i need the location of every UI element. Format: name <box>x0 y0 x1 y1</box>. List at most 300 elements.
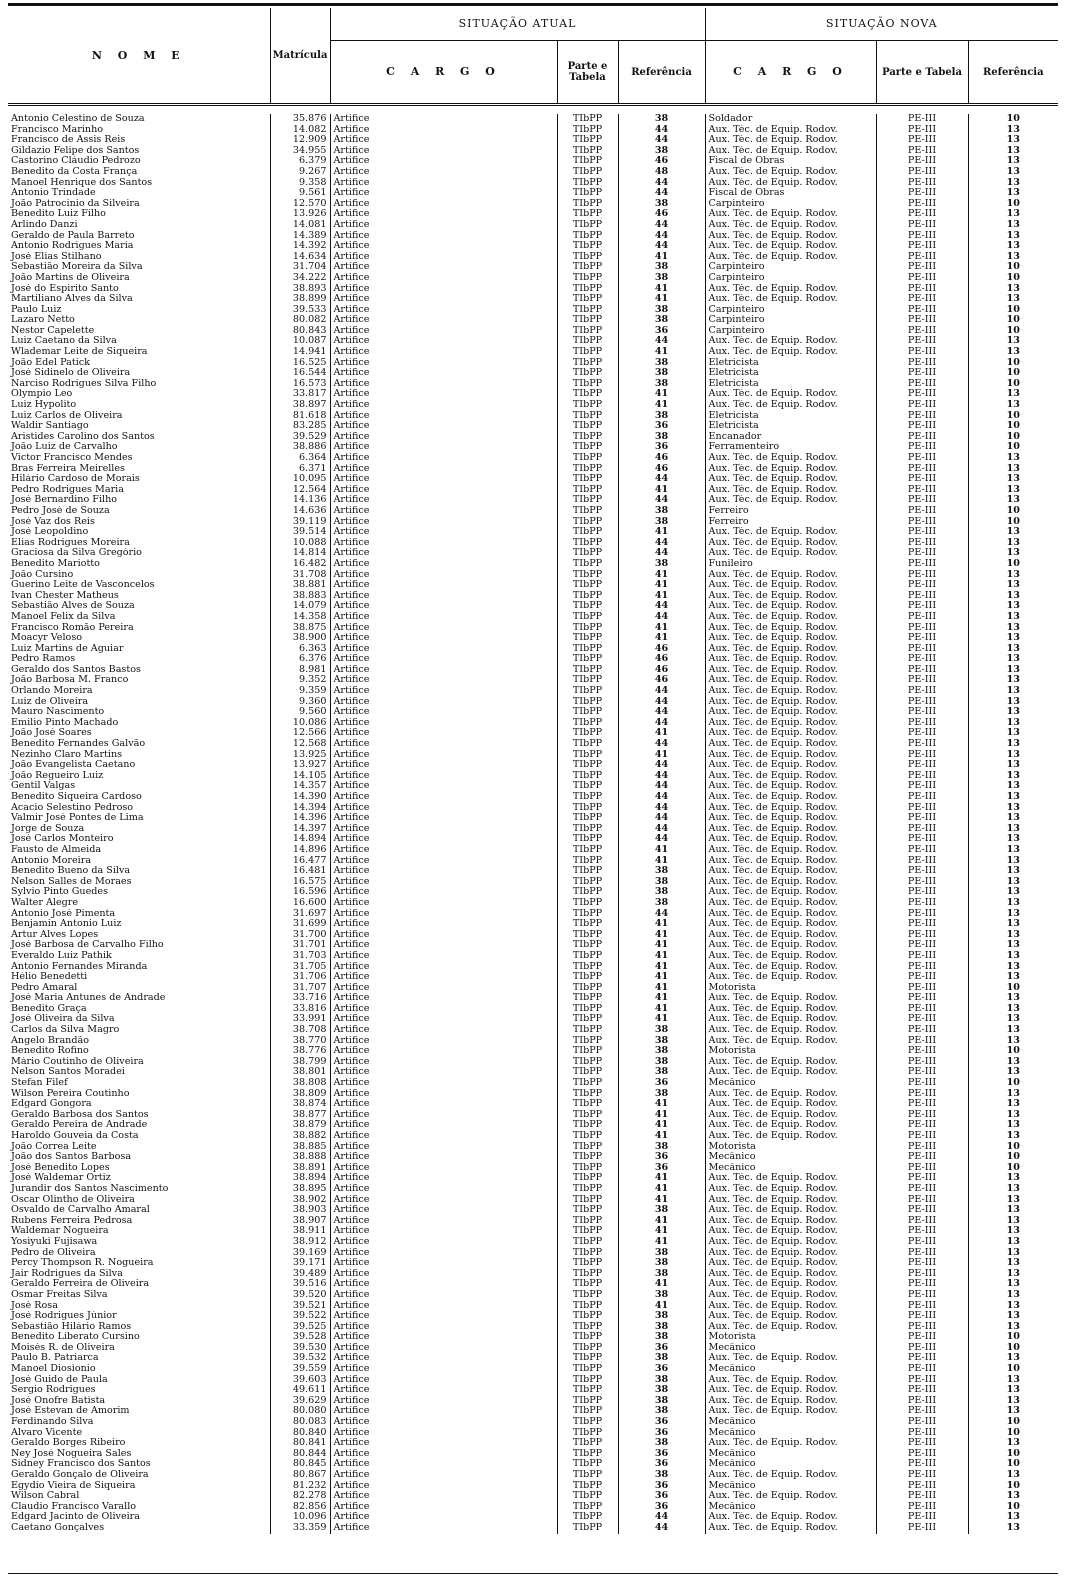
parte-tabela-atual-cell: TIbPP <box>557 718 618 729</box>
table-row <box>8 1364 1058 1375</box>
cargo-atual-cell: Artifice <box>330 1258 557 1269</box>
cargo-atual-cell: Artifice <box>330 760 557 771</box>
parte-tabela-nova-cell: PE-III <box>876 209 968 220</box>
matricula-cell: 31.703 <box>270 951 330 962</box>
referencia-atual-cell: 38 <box>618 1353 705 1364</box>
referencia-nova-cell: 13 <box>968 813 1058 824</box>
matricula-cell: 14.634 <box>270 252 330 263</box>
nome-cell: Arlindo Danzi <box>11 219 78 230</box>
cargo-atual-cell: Artifice <box>330 167 557 178</box>
nome-cell: Graciosa da Silva Gregório <box>11 548 142 559</box>
referencia-nova-cell: 13 <box>968 940 1058 951</box>
referencia-nova-cell: 13 <box>968 623 1058 634</box>
table-row <box>8 750 1058 761</box>
matricula-cell: 10.096 <box>270 1512 330 1523</box>
col-matricula-header: Matrícula <box>270 8 330 105</box>
referencia-atual-cell: 38 <box>618 1332 705 1343</box>
cargo-novo-cell: Aux. Téc. de Equip. Rodov. <box>705 548 876 559</box>
table-row <box>8 326 1058 337</box>
matricula-cell: 35.876 <box>270 114 330 125</box>
cargo-atual-cell: Artifice <box>330 559 557 570</box>
referencia-atual-cell: 38 <box>618 877 705 888</box>
referencia-nova-cell: 13 <box>968 1523 1058 1534</box>
referencia-atual-cell: 38 <box>618 1396 705 1407</box>
parte-tabela-nova-cell: PE-III <box>876 517 968 528</box>
parte-tabela-atual-cell: TIbPP <box>557 464 618 475</box>
table-row <box>8 1470 1058 1481</box>
referencia-atual-cell: 48 <box>618 167 705 178</box>
cargo-novo-cell: Aux. Téc. de Equip. Rodov. <box>705 294 876 305</box>
parte-tabela-nova-cell: PE-III <box>876 1364 968 1375</box>
referencia-atual-cell: 38 <box>618 305 705 316</box>
cargo-atual-cell: Artifice <box>330 1311 557 1322</box>
cargo-atual-cell: Artifice <box>330 358 557 369</box>
matricula-cell: 14.636 <box>270 506 330 517</box>
cargo-atual-cell: Artifice <box>330 1163 557 1174</box>
matricula-cell: 14.390 <box>270 792 330 803</box>
parte-tabela-nova-cell: PE-III <box>876 1459 968 1470</box>
col-cargo-novo-header: C A R G O <box>705 41 876 105</box>
parte-tabela-nova-cell: PE-III <box>876 1449 968 1460</box>
referencia-atual-cell: 38 <box>618 1089 705 1100</box>
referencia-atual-cell: 38 <box>618 559 705 570</box>
cargo-atual-cell: Artifice <box>330 813 557 824</box>
cargo-atual-cell: Artifice <box>330 612 557 623</box>
cargo-atual-cell: Artifice <box>330 1417 557 1428</box>
cargo-novo-cell: Aux. Téc. de Equip. Rodov. <box>705 1195 876 1206</box>
parte-tabela-nova-cell: PE-III <box>876 962 968 973</box>
nome-cell: José Rodrigues Júnior <box>11 1311 117 1322</box>
parte-tabela-atual-cell: TIbPP <box>557 1226 618 1237</box>
parte-tabela-nova-cell: PE-III <box>876 1491 968 1502</box>
nome-cell: Sergio Rodrigues <box>11 1385 96 1396</box>
nome-cell: Manoel Henrique dos Santos <box>11 177 153 188</box>
referencia-atual-cell: 38 <box>618 358 705 369</box>
cargo-atual-cell: Artifice <box>330 665 557 676</box>
cargo-novo-cell: Aux. Téc. de Equip. Rodov. <box>705 898 876 909</box>
cargo-novo-cell: Mecânico <box>705 1078 876 1089</box>
parte-tabela-nova-cell: PE-III <box>876 951 968 962</box>
matricula-cell: 31.707 <box>270 983 330 994</box>
cargo-novo-cell: Aux. Téc. de Equip. Rodov. <box>705 125 876 136</box>
matricula-cell: 39.528 <box>270 1332 330 1343</box>
referencia-atual-cell: 38 <box>618 146 705 157</box>
matricula-cell: 14.394 <box>270 803 330 814</box>
table-row <box>8 379 1058 390</box>
matricula-cell: 9.267 <box>270 167 330 178</box>
nome-cell: Acacio Selestino Pedroso <box>11 802 134 813</box>
table-body <box>8 114 1058 1534</box>
nome-cell: Benedito Luiz Filho <box>11 209 106 220</box>
nome-cell: João Regueiro Luiz <box>11 770 104 781</box>
matricula-cell: 38.801 <box>270 1067 330 1078</box>
referencia-nova-cell: 13 <box>968 1269 1058 1280</box>
parte-tabela-nova-cell: PE-III <box>876 1375 968 1386</box>
cargo-atual-cell: Artifice <box>330 241 557 252</box>
table-row <box>8 125 1058 136</box>
cargo-atual-cell: Artifice <box>330 284 557 295</box>
parte-tabela-atual-cell: TIbPP <box>557 1396 618 1407</box>
table-row <box>8 591 1058 602</box>
matricula-cell: 16.573 <box>270 379 330 390</box>
parte-tabela-atual-cell: TIbPP <box>557 495 618 506</box>
cargo-atual-cell: Artifice <box>330 453 557 464</box>
table-row <box>8 1279 1058 1290</box>
table-row <box>8 1173 1058 1184</box>
nome-cell: Percy Thompson R. Nogueira <box>11 1258 154 1269</box>
nome-cell: Geraldo dos Santos Bastos <box>11 664 141 675</box>
matricula-cell: 38.879 <box>270 1120 330 1131</box>
nome-cell: José Benedito Lopes <box>11 1162 110 1173</box>
referencia-atual-cell: 46 <box>618 464 705 475</box>
parte-tabela-atual-cell: TIbPP <box>557 898 618 909</box>
referencia-atual-cell: 36 <box>618 1364 705 1375</box>
cargo-novo-cell: Aux. Téc. de Equip. Rodov. <box>705 1322 876 1333</box>
cargo-novo-cell: Funileiro <box>705 559 876 570</box>
parte-tabela-atual-cell: TIbPP <box>557 188 618 199</box>
parte-tabela-atual-cell: TIbPP <box>557 411 618 422</box>
matricula-cell: 33.817 <box>270 389 330 400</box>
table-row <box>8 1110 1058 1121</box>
cargo-atual-cell: Artifice <box>330 231 557 242</box>
parte-tabela-atual-cell: TIbPP <box>557 527 618 538</box>
table-row <box>8 1237 1058 1248</box>
referencia-atual-cell: 44 <box>618 178 705 189</box>
matricula-cell: 14.392 <box>270 241 330 252</box>
referencia-atual-cell: 44 <box>618 538 705 549</box>
cargo-atual-cell: Artifice <box>330 1078 557 1089</box>
cargo-atual-cell: Artifice <box>330 856 557 867</box>
nome-cell: Luiz Hypolito <box>11 400 77 411</box>
nome-cell: Manoel Felix da Silva <box>11 611 116 622</box>
cargo-atual-cell: Artifice <box>330 887 557 898</box>
cargo-novo-cell: Carpinteiro <box>705 326 876 337</box>
parte-tabela-nova-cell: PE-III <box>876 538 968 549</box>
referencia-atual-cell: 44 <box>618 707 705 718</box>
referencia-atual-cell: 41 <box>618 919 705 930</box>
referencia-atual-cell: 44 <box>618 792 705 803</box>
parte-tabela-atual-cell: TIbPP <box>557 305 618 316</box>
parte-tabela-nova-cell: PE-III <box>876 326 968 337</box>
parte-tabela-atual-cell: TIbPP <box>557 1248 618 1259</box>
parte-tabela-nova-cell: PE-III <box>876 1406 968 1417</box>
referencia-nova-cell: 10 <box>968 305 1058 316</box>
cargo-novo-cell: Aux. Téc. de Equip. Rodov. <box>705 1067 876 1078</box>
parte-tabela-nova-cell: PE-III <box>876 199 968 210</box>
matricula-cell: 16.481 <box>270 866 330 877</box>
matricula-cell: 8.981 <box>270 665 330 676</box>
table-row <box>8 464 1058 475</box>
referencia-atual-cell: 46 <box>618 675 705 686</box>
matricula-cell: 38.899 <box>270 294 330 305</box>
referencia-atual-cell: 36 <box>618 442 705 453</box>
situacao-atual-header: SITUAÇÃO ATUAL <box>330 8 705 41</box>
table-row <box>8 1099 1058 1110</box>
cargo-novo-cell: Aux. Téc. de Equip. Rodov. <box>705 909 876 920</box>
matricula-cell: 31.708 <box>270 570 330 581</box>
table-row <box>8 1226 1058 1237</box>
parte-tabela-nova-cell: PE-III <box>876 432 968 443</box>
matricula-cell: 39.559 <box>270 1364 330 1375</box>
parte-tabela-nova-cell: PE-III <box>876 930 968 941</box>
parte-tabela-nova-cell: PE-III <box>876 453 968 464</box>
matricula-cell: 31.701 <box>270 940 330 951</box>
nome-cell: João Martins de Oliveira <box>11 272 130 283</box>
parte-tabela-nova-cell: PE-III <box>876 601 968 612</box>
cargo-atual-cell: Artifice <box>330 1089 557 1100</box>
nome-cell: Elias Rodrigues Moreira <box>11 537 130 548</box>
referencia-nova-cell: 13 <box>968 993 1058 1004</box>
parte-tabela-atual-cell: TIbPP <box>557 1301 618 1312</box>
referencia-atual-cell: 44 <box>618 781 705 792</box>
matricula-cell: 80.083 <box>270 1417 330 1428</box>
matricula-cell: 31.706 <box>270 972 330 983</box>
referencia-nova-cell: 13 <box>968 591 1058 602</box>
matricula-cell: 80.841 <box>270 1438 330 1449</box>
table-row <box>8 1216 1058 1227</box>
referencia-atual-cell: 44 <box>618 771 705 782</box>
parte-tabela-atual-cell: TIbPP <box>557 824 618 835</box>
referencia-atual-cell: 41 <box>618 750 705 761</box>
parte-tabela-atual-cell: TIbPP <box>557 379 618 390</box>
referencia-nova-cell: 13 <box>968 1438 1058 1449</box>
referencia-nova-cell: 13 <box>968 1290 1058 1301</box>
cargo-atual-cell: Artifice <box>330 707 557 718</box>
nome-cell: Edgard Gongora <box>11 1099 92 1110</box>
referencia-nova-cell: 13 <box>968 1470 1058 1481</box>
cargo-atual-cell: Artifice <box>330 368 557 379</box>
cargo-atual-cell: Artifice <box>330 1195 557 1206</box>
referencia-nova-cell: 10 <box>968 368 1058 379</box>
nome-cell: Olympio Leo <box>11 389 73 400</box>
referencia-atual-cell: 41 <box>618 485 705 496</box>
parte-tabela-atual-cell: TIbPP <box>557 887 618 898</box>
cargo-atual-cell: Artifice <box>330 1364 557 1375</box>
referencia-atual-cell: 38 <box>618 506 705 517</box>
table-row <box>8 1438 1058 1449</box>
cargo-atual-cell: Artifice <box>330 442 557 453</box>
nome-cell: Fausto de Almeida <box>11 844 102 855</box>
cargo-novo-cell: Aux. Téc. de Equip. Rodov. <box>705 1131 876 1142</box>
matricula-cell: 12.568 <box>270 739 330 750</box>
referencia-nova-cell: 13 <box>968 866 1058 877</box>
parte-tabela-atual-cell: TIbPP <box>557 548 618 559</box>
table-row <box>8 866 1058 877</box>
matricula-cell: 14.358 <box>270 612 330 623</box>
table-row <box>8 792 1058 803</box>
cargo-novo-cell: Eletricista <box>705 411 876 422</box>
referencia-nova-cell: 13 <box>968 485 1058 496</box>
matricula-cell: 9.359 <box>270 686 330 697</box>
cargo-novo-cell: Aux. Téc. de Equip. Rodov. <box>705 1004 876 1015</box>
nome-cell: Walter Alegre <box>11 897 79 908</box>
parte-tabela-atual-cell: TIbPP <box>557 284 618 295</box>
parte-tabela-nova-cell: PE-III <box>876 241 968 252</box>
referencia-atual-cell: 38 <box>618 1269 705 1280</box>
referencia-nova-cell: 13 <box>968 665 1058 676</box>
parte-tabela-atual-cell: TIbPP <box>557 1481 618 1492</box>
cargo-atual-cell: Artifice <box>330 1014 557 1025</box>
referencia-atual-cell: 44 <box>618 1523 705 1534</box>
parte-tabela-atual-cell: TIbPP <box>557 114 618 125</box>
cargo-novo-cell: Carpinteiro <box>705 315 876 326</box>
table-row <box>8 781 1058 792</box>
matricula-cell: 9.561 <box>270 188 330 199</box>
cargo-novo-cell: Aux. Téc. de Equip. Rodov. <box>705 1089 876 1100</box>
parte-tabela-atual-cell: TIbPP <box>557 707 618 718</box>
referencia-nova-cell: 10 <box>968 1163 1058 1174</box>
matricula-cell: 16.482 <box>270 559 330 570</box>
referencia-atual-cell: 41 <box>618 940 705 951</box>
matricula-cell: 38.885 <box>270 1142 330 1153</box>
matricula-cell: 39.629 <box>270 1396 330 1407</box>
referencia-nova-cell: 10 <box>968 432 1058 443</box>
referencia-atual-cell: 38 <box>618 1290 705 1301</box>
referencia-nova-cell: 13 <box>968 1067 1058 1078</box>
cargo-novo-cell: Aux. Téc. de Equip. Rodov. <box>705 1353 876 1364</box>
parte-tabela-nova-cell: PE-III <box>876 940 968 951</box>
table-row <box>8 856 1058 867</box>
cargo-atual-cell: Artifice <box>330 654 557 665</box>
col-parte-tabela-nova-header: Parte e Tabela <box>876 41 968 105</box>
nome-cell: Hilário Cardoso de Morais <box>11 474 140 485</box>
referencia-atual-cell: 41 <box>618 972 705 983</box>
nome-cell: José Vaz dos Reis <box>11 516 95 527</box>
parte-tabela-nova-cell: PE-III <box>876 1301 968 1312</box>
parte-tabela-nova-cell: PE-III <box>876 739 968 750</box>
parte-tabela-nova-cell: PE-III <box>876 665 968 676</box>
referencia-atual-cell: 36 <box>618 1417 705 1428</box>
parte-tabela-nova-cell: PE-III <box>876 750 968 761</box>
matricula-cell: 6.371 <box>270 464 330 475</box>
parte-tabela-atual-cell: TIbPP <box>557 1004 618 1015</box>
referencia-atual-cell: 41 <box>618 570 705 581</box>
referencia-atual-cell: 41 <box>618 633 705 644</box>
matricula-cell: 38.883 <box>270 591 330 602</box>
parte-tabela-nova-cell: PE-III <box>876 1417 968 1428</box>
referencia-atual-cell: 44 <box>618 1512 705 1523</box>
table-row <box>8 824 1058 835</box>
parte-tabela-atual-cell: TIbPP <box>557 1364 618 1375</box>
cargo-atual-cell: Artifice <box>330 580 557 591</box>
table-row <box>8 1396 1058 1407</box>
referencia-atual-cell: 38 <box>618 1248 705 1259</box>
table-row <box>8 199 1058 210</box>
cargo-atual-cell: Artifice <box>330 845 557 856</box>
cargo-novo-cell: Motorista <box>705 983 876 994</box>
parte-tabela-nova-cell: PE-III <box>876 1438 968 1449</box>
cargo-atual-cell: Artifice <box>330 1406 557 1417</box>
referencia-atual-cell: 44 <box>618 760 705 771</box>
referencia-nova-cell: 13 <box>968 750 1058 761</box>
table-row <box>8 411 1058 422</box>
referencia-nova-cell: 10 <box>968 199 1058 210</box>
parte-tabela-atual-cell: TIbPP <box>557 156 618 167</box>
parte-tabela-nova-cell: PE-III <box>876 983 968 994</box>
table-row <box>8 1385 1058 1396</box>
nome-cell: Geraldo Borges Ribeiro <box>11 1438 126 1449</box>
referencia-atual-cell: 44 <box>618 686 705 697</box>
nome-cell: Caetano Gonçalves <box>11 1522 105 1533</box>
parte-tabela-nova-cell: PE-III <box>876 1004 968 1015</box>
parte-tabela-atual-cell: TIbPP <box>557 262 618 273</box>
referencia-atual-cell: 38 <box>618 1205 705 1216</box>
referencia-nova-cell: 13 <box>968 760 1058 771</box>
cargo-novo-cell: Aux. Téc. de Equip. Rodov. <box>705 209 876 220</box>
parte-tabela-atual-cell: TIbPP <box>557 644 618 655</box>
matricula-cell: 39.171 <box>270 1258 330 1269</box>
nome-cell: Francisco Marinho <box>11 124 104 135</box>
cargo-atual-cell: Artifice <box>330 1025 557 1036</box>
referencia-nova-cell: 13 <box>968 252 1058 263</box>
cargo-atual-cell: Artifice <box>330 877 557 888</box>
referencia-atual-cell: 41 <box>618 845 705 856</box>
table-row <box>8 442 1058 453</box>
parte-tabela-atual-cell: TIbPP <box>557 199 618 210</box>
parte-tabela-atual-cell: TIbPP <box>557 432 618 443</box>
referencia-atual-cell: 44 <box>618 697 705 708</box>
cargo-atual-cell: Artifice <box>330 1512 557 1523</box>
cargo-novo-cell: Aux. Téc. de Equip. Rodov. <box>705 707 876 718</box>
referencia-atual-cell: 44 <box>618 336 705 347</box>
parte-tabela-nova-cell: PE-III <box>876 644 968 655</box>
cargo-atual-cell: Artifice <box>330 940 557 951</box>
cargo-novo-cell: Aux. Téc. de Equip. Rodov. <box>705 1184 876 1195</box>
parte-tabela-nova-cell: PE-III <box>876 262 968 273</box>
table-row <box>8 220 1058 231</box>
referencia-atual-cell: 41 <box>618 1099 705 1110</box>
referencia-atual-cell: 38 <box>618 114 705 125</box>
cargo-atual-cell: Artifice <box>330 697 557 708</box>
referencia-nova-cell: 13 <box>968 718 1058 729</box>
cargo-novo-cell: Aux. Téc. de Equip. Rodov. <box>705 654 876 665</box>
nome-cell: Antonio Trindade <box>11 188 96 199</box>
table-row <box>8 1046 1058 1057</box>
nome-cell: Sebastião Hilário Ramos <box>11 1321 132 1332</box>
cargo-novo-cell: Aux. Téc. de Equip. Rodov. <box>705 495 876 506</box>
table-row <box>8 1205 1058 1216</box>
cargo-atual-cell: Artifice <box>330 1481 557 1492</box>
parte-tabela-nova-cell: PE-III <box>876 559 968 570</box>
parte-tabela-atual-cell: TIbPP <box>557 1417 618 1428</box>
cargo-novo-cell: Aux. Téc. de Equip. Rodov. <box>705 1301 876 1312</box>
parte-tabela-atual-cell: TIbPP <box>557 241 618 252</box>
matricula-cell: 39.169 <box>270 1248 330 1259</box>
referencia-atual-cell: 44 <box>618 220 705 231</box>
referencia-atual-cell: 44 <box>618 601 705 612</box>
cargo-atual-cell: Artifice <box>330 411 557 422</box>
nome-cell: Luiz Martins de Aguiar <box>11 643 124 654</box>
parte-tabela-atual-cell: TIbPP <box>557 220 618 231</box>
matricula-cell: 12.566 <box>270 728 330 739</box>
parte-tabela-nova-cell: PE-III <box>876 1110 968 1121</box>
cargo-atual-cell: Artifice <box>330 1396 557 1407</box>
referencia-nova-cell: 13 <box>968 1173 1058 1184</box>
table-row <box>8 813 1058 824</box>
parte-tabela-nova-cell: PE-III <box>876 358 968 369</box>
parte-tabela-nova-cell: PE-III <box>876 1046 968 1057</box>
parte-tabela-atual-cell: TIbPP <box>557 209 618 220</box>
nome-cell: José Leopoldino <box>11 527 89 538</box>
cargo-novo-cell: Aux. Téc. de Equip. Rodov. <box>705 633 876 644</box>
cargo-novo-cell: Mecânico <box>705 1449 876 1460</box>
referencia-nova-cell: 13 <box>968 1237 1058 1248</box>
cargo-novo-cell: Mecânico <box>705 1152 876 1163</box>
cargo-atual-cell: Artifice <box>330 1470 557 1481</box>
parte-tabela-nova-cell: PE-III <box>876 909 968 920</box>
referencia-nova-cell: 13 <box>968 962 1058 973</box>
referencia-atual-cell: 44 <box>618 813 705 824</box>
